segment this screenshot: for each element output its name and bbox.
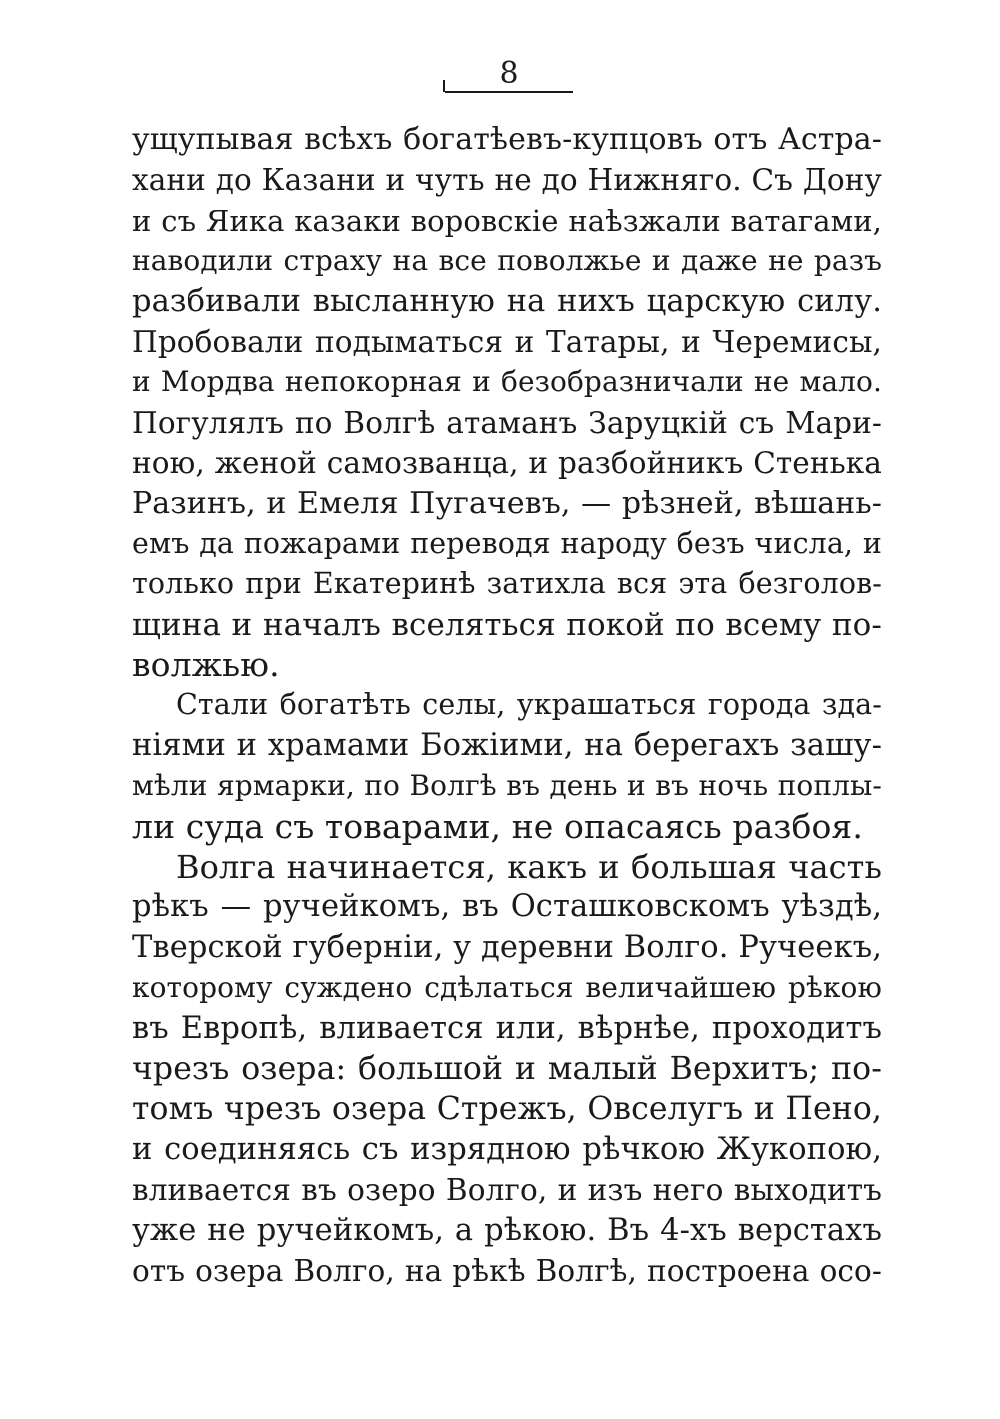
page-number: 8 <box>499 56 519 91</box>
text-line: и съ Яика казаки воровскіе наѣзжали ватагами, <box>132 203 882 238</box>
text-line: только при Екатеринѣ затихла вся эта безголов- <box>132 567 882 601</box>
text-line: ущупывая всѣхъ богатѣевъ-купцовъ отъ Астра- <box>132 122 882 157</box>
text-line: уже не ручейкомъ, а рѣкою. Въ 4-хъ верстахъ <box>132 1212 882 1248</box>
text-line: и Мордва непокорная и безобразничали не мало. <box>132 365 882 399</box>
text-line: Пробовали подыматься и Татары, и Черемисы, <box>132 324 882 359</box>
text-line: чрезъ озера: большой и малый Верхитъ; по- <box>132 1050 882 1087</box>
text-line: ною, женой самозванца, и разбойникъ Стенька <box>132 446 882 481</box>
text-line: ли суда съ товарами, не опасаясь разбоя. <box>132 806 863 846</box>
header-rule <box>445 91 573 93</box>
text-line: томъ чрезъ озера Стрежъ, Овселугъ и Пено, <box>132 1091 882 1128</box>
text-line: вливается въ озеро Волго, и изъ него выходитъ <box>132 1173 882 1208</box>
text-line: и соединяясь съ изрядною рѣчкою Жукопою, <box>132 1131 882 1167</box>
text-line: въ Европѣ, вливается или, вѣрнѣе, проходитъ <box>132 1010 882 1046</box>
body-text <box>132 120 882 1291</box>
text-line: ніями и храмами Божіими, на берегахъ зашу- <box>132 727 882 763</box>
text-line: которому суждено сдѣлаться величайшею рѣкою <box>132 971 882 1005</box>
text-line: рѣкъ — ручейкомъ, въ Осташковскомъ уѣздѣ, <box>132 889 882 925</box>
text-line: хани до Казани и чуть не до Нижняго. Съ Дону <box>132 163 882 198</box>
text-line: емъ да пожарами переводя народу безъ числа, и <box>132 526 882 560</box>
text-line: Волга начинается, какъ и большая часть <box>176 848 882 887</box>
text-line: Погулялъ по Волгѣ атаманъ Заруцкій съ Мари- <box>132 405 882 440</box>
text-line: волжью. <box>132 645 280 685</box>
text-line: наводили страху на все поволжье и даже не разъ <box>132 244 882 278</box>
text-line: мѣли ярмарки, по Волгѣ въ день и въ ночь поплы- <box>132 769 882 803</box>
text-line: разбивали высланную на нихъ царскую силу. <box>132 283 882 319</box>
text-line: Стали богатѣть селы, украшаться города зда- <box>176 688 882 722</box>
text-line: Тверской губерніи, у деревни Волго. Ручеекъ, <box>132 929 883 965</box>
text-line: отъ озера Волго, на рѣкѣ Волгѣ, построена осо- <box>132 1253 882 1288</box>
text-line: щина и началъ вселяться покой по всему по- <box>132 606 882 643</box>
text-line: Разинъ, и Емеля Пугачевъ, — рѣзней, вѣшань- <box>132 485 882 521</box>
